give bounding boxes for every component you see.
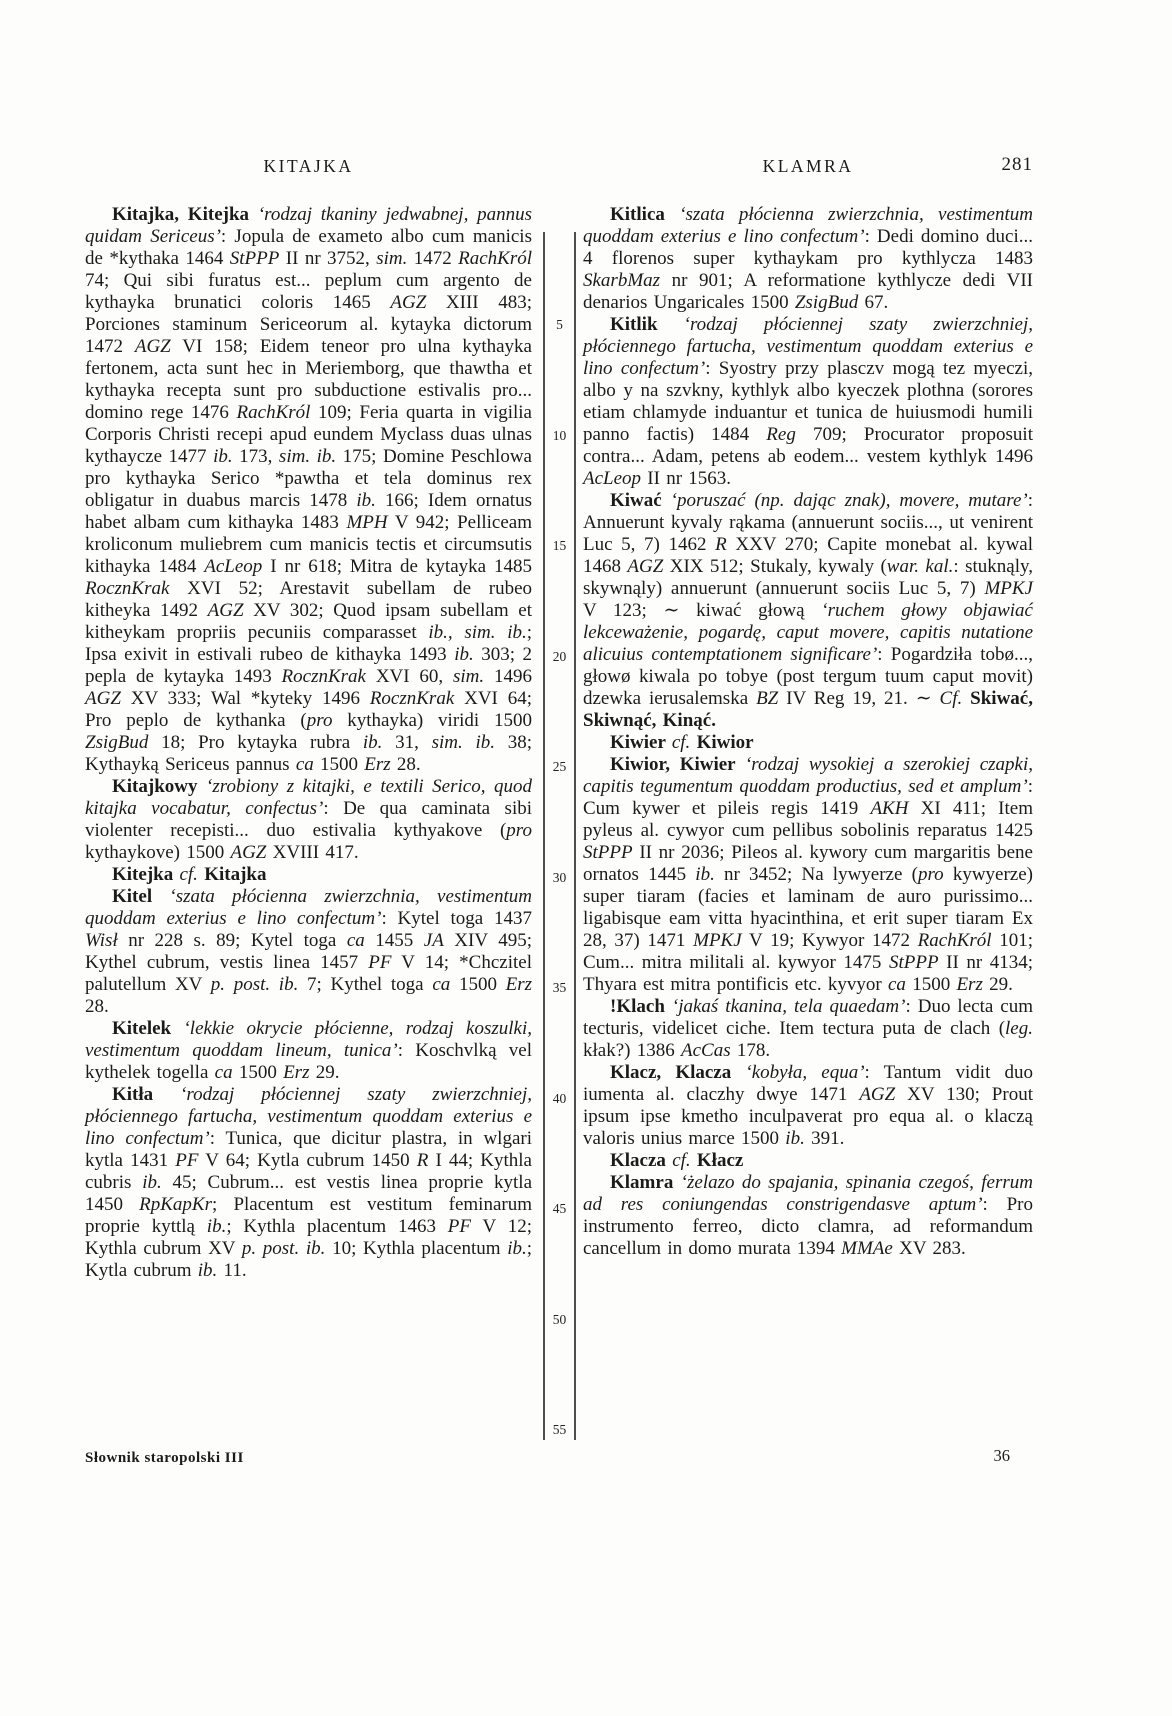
text-segment: StPPP: [888, 952, 939, 973]
line-number: 45: [552, 1201, 567, 1216]
text-segment: XIII 483; Porciones staminum Sericeorum al. kytayka dictorum 1472: [85, 292, 533, 357]
text-segment: XV 283.: [892, 1238, 966, 1259]
text-segment: ‘rodzaj tkaniny jedwabnej, pannus quidam Sericeus’: [85, 204, 533, 247]
text-segment: cf.: [179, 864, 198, 885]
text-segment: JA: [423, 930, 444, 951]
text-segment: 1472: [407, 248, 459, 269]
line-number: 30: [552, 869, 567, 885]
text-segment: ca: [295, 754, 314, 775]
entry-paragraph: [583, 732, 1033, 754]
text-segment: Kłacz: [690, 1150, 744, 1171]
text-segment: 28.: [85, 996, 109, 1017]
text-segment: Cf.: [939, 688, 963, 709]
text-segment: ‘rodzaj płóciennej szaty zwierzchniej, płóciennego fartucha, vestimentum quoddam exterius e lino confectum’: [583, 314, 1033, 379]
entry-paragraph: [583, 204, 1033, 314]
text-segment: V 123; ∼ kiwać głową: [583, 600, 822, 621]
text-segment: Kitajka, Kitejka: [112, 204, 258, 225]
text-segment: Kitlik: [610, 314, 684, 335]
entry-paragraph: [583, 490, 1033, 732]
text-segment: 18; Pro kytayka rubra: [148, 732, 363, 753]
text-segment: leg.: [1005, 1018, 1033, 1039]
text-segment: AcLeop: [204, 556, 263, 577]
text-segment: RpKapKr: [139, 1194, 213, 1215]
text-segment: ca: [432, 974, 451, 995]
entry-paragraph: [583, 1172, 1033, 1260]
entry-paragraph: [85, 886, 532, 1018]
text-segment: PF: [175, 1150, 199, 1171]
text-segment: I 44; Kythla cubris: [85, 1150, 532, 1193]
text-segment: kywyerze) super tiaram (facies et laminam de auro purissimo... ligabisque eam vitta hyacinthina, et erit super tiaram Ex 28, 37) 1471: [583, 864, 1033, 951]
text-segment: Kitelek: [112, 1018, 184, 1039]
text-segment: Klacz, Klacza: [610, 1062, 746, 1083]
text-segment: : Kytel toga 1437: [381, 908, 533, 929]
text-segment: VI 158; Eidem teneor pro ulna kythayka fertonem, acta sunt hec in Meriemborg, que thawtha et kythayka recepta sunt pro subductione estivalis pro... domino rege 1476: [85, 336, 532, 423]
text-segment: ZsigBud: [794, 292, 859, 313]
text-segment: : Tunica, que dicitur plastra, in wlgari kytla 1431: [85, 1128, 533, 1171]
text-segment: 31,: [382, 732, 432, 753]
text-segment: ‘szata płócienna zwierzchnia, vestimentum quoddam exterius e lino confectum’: [583, 204, 1033, 247]
text-segment: 1455: [364, 930, 424, 951]
text-segment: 1496: [484, 666, 532, 687]
text-segment: MPKJ: [984, 578, 1033, 599]
text-segment: Erz: [364, 754, 391, 775]
text-segment: 178.: [730, 1040, 771, 1061]
text-segment: AGZ: [207, 600, 244, 621]
text-segment: V 14; *Chczitel palutellum XV: [85, 952, 532, 995]
line-number: 5: [556, 317, 563, 332]
text-segment: p. post. ib.: [210, 974, 299, 995]
entry-paragraph: [583, 314, 1033, 490]
sheet-number: 36: [993, 1446, 1010, 1465]
text-segment: kłak?) 1386: [583, 1040, 681, 1061]
text-segment: : De qua caminata sibi violenter recepisti... duo estivalia kythyakove (: [85, 798, 533, 841]
entry-paragraph: [583, 1150, 1033, 1172]
text-segment: 303; 2 pepla de kytayka 1493: [85, 644, 532, 687]
text-segment: 1500: [232, 1062, 284, 1083]
line-number-gutter: [543, 232, 576, 1440]
text-segment: : Dedi domino duci... 4 florenos super kythaykam pro kythlycza 1483: [583, 226, 1034, 269]
text-segment: ca: [346, 930, 365, 951]
text-segment: XV 130; Prout ipsum ipse kmetho inculpaverat pro equa al. o klaczą valoris unius marce 1500: [583, 1084, 1033, 1149]
text-segment: ; Kythla placentum 1463: [226, 1216, 448, 1237]
line-number: 15: [552, 538, 567, 553]
text-segment: ZsigBud: [85, 732, 149, 753]
text-segment: ib., sim. ib.: [428, 622, 527, 643]
text-segment: AGZ: [230, 842, 267, 863]
text-segment: !Klach: [610, 996, 672, 1017]
text-segment: 173,: [232, 446, 279, 467]
text-segment: ib.: [197, 1260, 218, 1281]
text-segment: 11.: [217, 1260, 247, 1281]
text-segment: AGZ: [627, 556, 664, 577]
text-segment: ‘ruchem głowy objawiać lekceważenie, pogardę, caput movere, capitis nutatione alicuius contemptationem significare’: [583, 600, 1033, 665]
text-segment: 29.: [982, 974, 1013, 995]
running-head-left: KITAJKA: [263, 156, 354, 176]
text-segment: cf.: [672, 1150, 691, 1171]
entry-paragraph: [85, 776, 532, 864]
text-segment: 38; Kythayką Sericeus pannus: [85, 732, 533, 775]
line-number: 10: [552, 427, 567, 443]
text-segment: AGZ: [134, 336, 171, 357]
text-segment: RocznKrak: [85, 578, 170, 599]
text-segment: Wisł: [85, 930, 118, 951]
text-segment: ‘szata płócienna zwierzchnia, vestimentum quoddam exterius e lino confectum’: [85, 886, 532, 929]
text-segment: XVIII 417.: [266, 842, 359, 863]
text-segment: ib.: [785, 1128, 805, 1149]
text-segment: ‘poruszać (np. dając znak), movere, mutare’: [670, 490, 1028, 511]
text-segment: sim. ib.: [278, 446, 337, 467]
text-segment: 29.: [309, 1062, 340, 1083]
text-segment: pro: [306, 710, 333, 731]
text-segment: V 12; Kythla cubrum XV: [85, 1216, 532, 1259]
entry-paragraph: [583, 1062, 1033, 1150]
text-segment: II nr 1563.: [641, 468, 732, 489]
text-segment: XVI 64; Pro peplo de kythanka (: [85, 688, 532, 731]
text-segment: : Syostry przy plasczv mogą tez myeczi, albo y na szvkny, kythlyk albo kyeczek plothna (sorores etiam chlamyde induantur et tunica de huiusmodi humili panno factis) 1484: [583, 358, 1033, 445]
text-segment: Erz: [283, 1062, 310, 1083]
text-segment: AcCas: [680, 1040, 731, 1061]
text-segment: V 19; Kywyor 1472: [741, 930, 918, 951]
text-segment: AGZ: [85, 688, 121, 709]
entry-paragraph: [85, 864, 532, 886]
text-segment: ib.: [454, 644, 474, 665]
text-segment: ‘żelazo do spajania, spinania czegoś, ferrum ad res coniungendas constrigendasve aptum’: [583, 1172, 1033, 1215]
text-segment: pro: [506, 820, 532, 841]
text-segment: ; Placentum est vestitum feminarum proprie kyttlą: [85, 1194, 533, 1237]
entry-paragraph: [583, 996, 1033, 1062]
text-segment: 1500: [905, 974, 957, 995]
text-segment: 45; Cubrum... est vestis linea proprie kytla 1450: [85, 1172, 532, 1215]
text-segment: Kiwior: [690, 732, 754, 753]
line-number: 20: [552, 648, 567, 664]
text-segment: ‘rodzaj wysokiej a szerokiej czapki, capitis tegumentum quoddam productius, sed et amplum’: [583, 754, 1033, 797]
text-segment: R: [715, 534, 727, 555]
text-segment: II nr 2036; Pileos al. kywory cum margaritis bene ornatos 1445: [583, 842, 1033, 885]
entry-paragraph: [85, 204, 532, 776]
entry-paragraph: [583, 754, 1033, 996]
text-segment: PF: [447, 1216, 471, 1237]
text-segment: kythayka) viridi 1500: [332, 710, 533, 731]
text-segment: 166; Idem ornatus habet albam cum kithayka 1483: [85, 490, 532, 533]
text-segment: RocznKrak: [281, 666, 366, 687]
text-segment: Kiwier: [610, 732, 672, 753]
text-segment: 109; Feria quarta in vigilia Corporis Christi recepi apud eundem Myclass duas ulnas kythaycze 1477: [85, 402, 532, 467]
text-segment: ; Ipsa exivit in estivali rubeo de kithayka 1493: [85, 622, 532, 665]
text-segment: Erz: [956, 974, 983, 995]
text-segment: ; Kytla cubrum: [85, 1238, 533, 1281]
text-segment: MPKJ: [693, 930, 742, 951]
text-segment: XXV 270; Capite monebat al. kywal 1468: [583, 534, 1033, 577]
text-segment: II nr 4134; Thyara est mitra pontificis etc. kyvyor: [583, 952, 1033, 995]
text-segment: sim.: [376, 248, 408, 269]
text-segment: Klacza: [610, 1150, 673, 1171]
text-segment: ib.: [695, 864, 715, 885]
text-segment: pro: [917, 864, 944, 885]
text-segment: nr 3452; Na lywyerze (: [714, 864, 918, 885]
text-segment: Klamra: [610, 1172, 681, 1193]
text-segment: sim. ib.: [431, 732, 496, 753]
line-number: 50: [552, 1311, 567, 1327]
text-segment: Reg: [766, 424, 796, 445]
text-segment: Kitlica: [610, 204, 680, 225]
text-segment: war. kal.: [886, 556, 954, 577]
text-segment: ca: [214, 1062, 233, 1083]
text-segment: RachKról: [917, 930, 992, 951]
text-segment: sim.: [453, 666, 485, 687]
text-segment: : Koschvlką vel kythelek togella: [85, 1040, 532, 1083]
text-segment: p. post. ib.: [241, 1238, 326, 1259]
entry-paragraph: [85, 1084, 532, 1282]
entry-paragraph: [85, 1018, 532, 1084]
text-segment: I nr 618; Mitra de kytayka 1485: [262, 556, 532, 577]
text-segment: 7; Kythel toga: [298, 974, 433, 995]
text-segment: ‘kobyła, equa’: [745, 1062, 865, 1083]
left-column: [85, 204, 532, 1282]
text-segment: AKH: [870, 798, 909, 819]
text-segment: R: [416, 1150, 429, 1171]
text-segment: Skiwać, Skiwnąć, Kinąć.: [583, 688, 1033, 731]
text-segment: XV 302; Quod ipsam subellam et kitheykam propriis pecuniis comparasset: [85, 600, 532, 643]
page-number: 281: [1001, 154, 1033, 175]
text-segment: ib.: [507, 1238, 527, 1259]
text-segment: Kitajka: [197, 864, 267, 885]
text-segment: IV Reg 19, 21. ∼: [778, 688, 940, 709]
line-number: 35: [552, 980, 567, 995]
text-segment: : Tantum vidit duo iumenta al. claczhy dwye 1471: [583, 1062, 1034, 1105]
text-segment: ib.: [356, 490, 376, 511]
text-segment: nr 901; A reformatione kythlycze dedi VII denarios Ungaricales 1500: [583, 270, 1033, 313]
text-segment: Kitajkowy: [112, 776, 207, 797]
text-segment: XV 333; Wal *kyteky 1496: [120, 688, 370, 709]
text-segment: MMAe: [841, 1238, 893, 1259]
text-segment: nr 228 s. 89; Kytel toga: [117, 930, 347, 951]
text-segment: Kitel: [112, 886, 170, 907]
text-segment: : Pogardziła tobø..., głowø kiwala po tobye (post tergum tuum caput movit) dzewka ierusalemska: [583, 644, 1033, 709]
text-segment: AcLeop: [583, 468, 642, 489]
text-segment: XIX 512; Stukaly, kywaly (: [663, 556, 887, 577]
text-segment: BZ: [756, 688, 779, 709]
text-segment: Kitła: [112, 1084, 181, 1105]
text-segment: 101; Cum... mitra militali al. kywyor 1475: [583, 930, 1034, 973]
line-number: 40: [552, 1090, 567, 1106]
text-segment: 10; Kythla placentum: [325, 1238, 508, 1259]
text-segment: RocznKrak: [369, 688, 455, 709]
text-segment: : Pro instrumento ferreo, dicto clamra, ad reformandum cancellum in domo murata 1394: [583, 1194, 1033, 1259]
text-segment: Kitejka: [112, 864, 180, 885]
text-segment: 1500: [313, 754, 365, 775]
text-segment: 74; Qui sibi furatus est... peplum cum argento de kythayka brunatici coloris 1465: [85, 270, 532, 313]
text-segment: PF: [368, 952, 392, 973]
right-column: [583, 204, 1033, 1260]
text-segment: StPPP: [583, 842, 633, 863]
text-segment: AGZ: [859, 1084, 896, 1105]
text-segment: MPH: [346, 512, 388, 533]
line-number: 55: [552, 1422, 567, 1437]
text-segment: RachKról: [236, 402, 311, 423]
text-segment: ib.: [206, 1216, 227, 1237]
line-number: 25: [552, 759, 567, 774]
text-segment: ca: [888, 974, 906, 995]
text-segment: 391.: [804, 1128, 845, 1149]
text-segment: cf.: [671, 732, 691, 753]
text-segment: ‘lekkie okrycie płócienne, rodzaj koszulki, vestimentum quoddam lineum, tunica’: [85, 1018, 532, 1061]
text-segment: V 64; Kytla cubrum 1450: [198, 1150, 417, 1171]
text-segment: 67.: [858, 292, 889, 313]
text-segment: V 942; Pelliceam kroliconum muliebrem cum manicis tectis et circumsutis kithayka 1484: [85, 512, 532, 577]
volume-label: Słownik staropolski III: [85, 1450, 244, 1466]
text-segment: ‘jakaś tkanina, tela quaedam’: [671, 996, 906, 1017]
text-segment: ‘zrobiony z kitajki, e textili Serico, quod kitajka vocabatur, confectus’: [85, 776, 533, 819]
text-segment: Kiwać: [610, 490, 671, 511]
text-segment: ib.: [213, 446, 233, 467]
text-segment: 1500: [450, 974, 506, 995]
text-segment: RachKról: [458, 248, 533, 269]
text-segment: Erz: [505, 974, 533, 995]
text-segment: XIV 495; Kythel cubrum, vestis linea 1457: [85, 930, 532, 973]
text-segment: kythaykove) 1500: [85, 842, 231, 863]
text-segment: ‘rodzaj płóciennej szaty zwierzchniej, płóciennego fartucha, vestimentum quoddam exterius e lino confectum’: [85, 1084, 532, 1149]
text-segment: StPPP: [229, 248, 280, 269]
text-segment: : Jopula de exameto albo cum manicis de *kythaka 1464: [85, 226, 532, 269]
text-segment: Kiwior, Kiwier: [610, 754, 745, 775]
text-segment: : Annuerunt kyvaly rąkama (annuerunt sociis..., ut venirent Luc 5, 7) 1462: [583, 490, 1033, 555]
text-segment: XVI 52; Arestavit subellam de rubeo kitheyka 1492: [85, 578, 532, 621]
text-segment: 28.: [390, 754, 421, 775]
text-segment: AGZ: [390, 292, 427, 313]
text-segment: : Cum kywer et pileis regis 1419: [583, 776, 1033, 819]
text-segment: : stuknąly, skywnąly) annuerunt (annuerunt sociis Luc 5, 7): [583, 556, 1033, 599]
text-segment: SkarbMaz: [583, 270, 661, 291]
text-segment: 175; Domine Peschlowa pro kythayka Serico *pawtha et tela dominus rex obligatur in duabus marcis 1478: [85, 446, 532, 511]
text-segment: II nr 3752,: [279, 248, 377, 269]
text-segment: ib.: [142, 1172, 162, 1193]
text-segment: : Duo lecta cum tecturis, videlicet ciche. Item tectura puta de clach (: [583, 996, 1033, 1039]
running-head-right: KLAMRA: [762, 156, 854, 176]
text-segment: XI 411; Item pyleus al. cywyor cum pellibus sobolinis reparatus 1425: [583, 798, 1033, 841]
text-segment: 709; Procurator proposuit contra... Adam, petens ab eodem... vestem kythlyk 1496: [583, 424, 1033, 467]
text-segment: XVI 60,: [365, 666, 453, 687]
text-segment: ib.: [362, 732, 383, 753]
